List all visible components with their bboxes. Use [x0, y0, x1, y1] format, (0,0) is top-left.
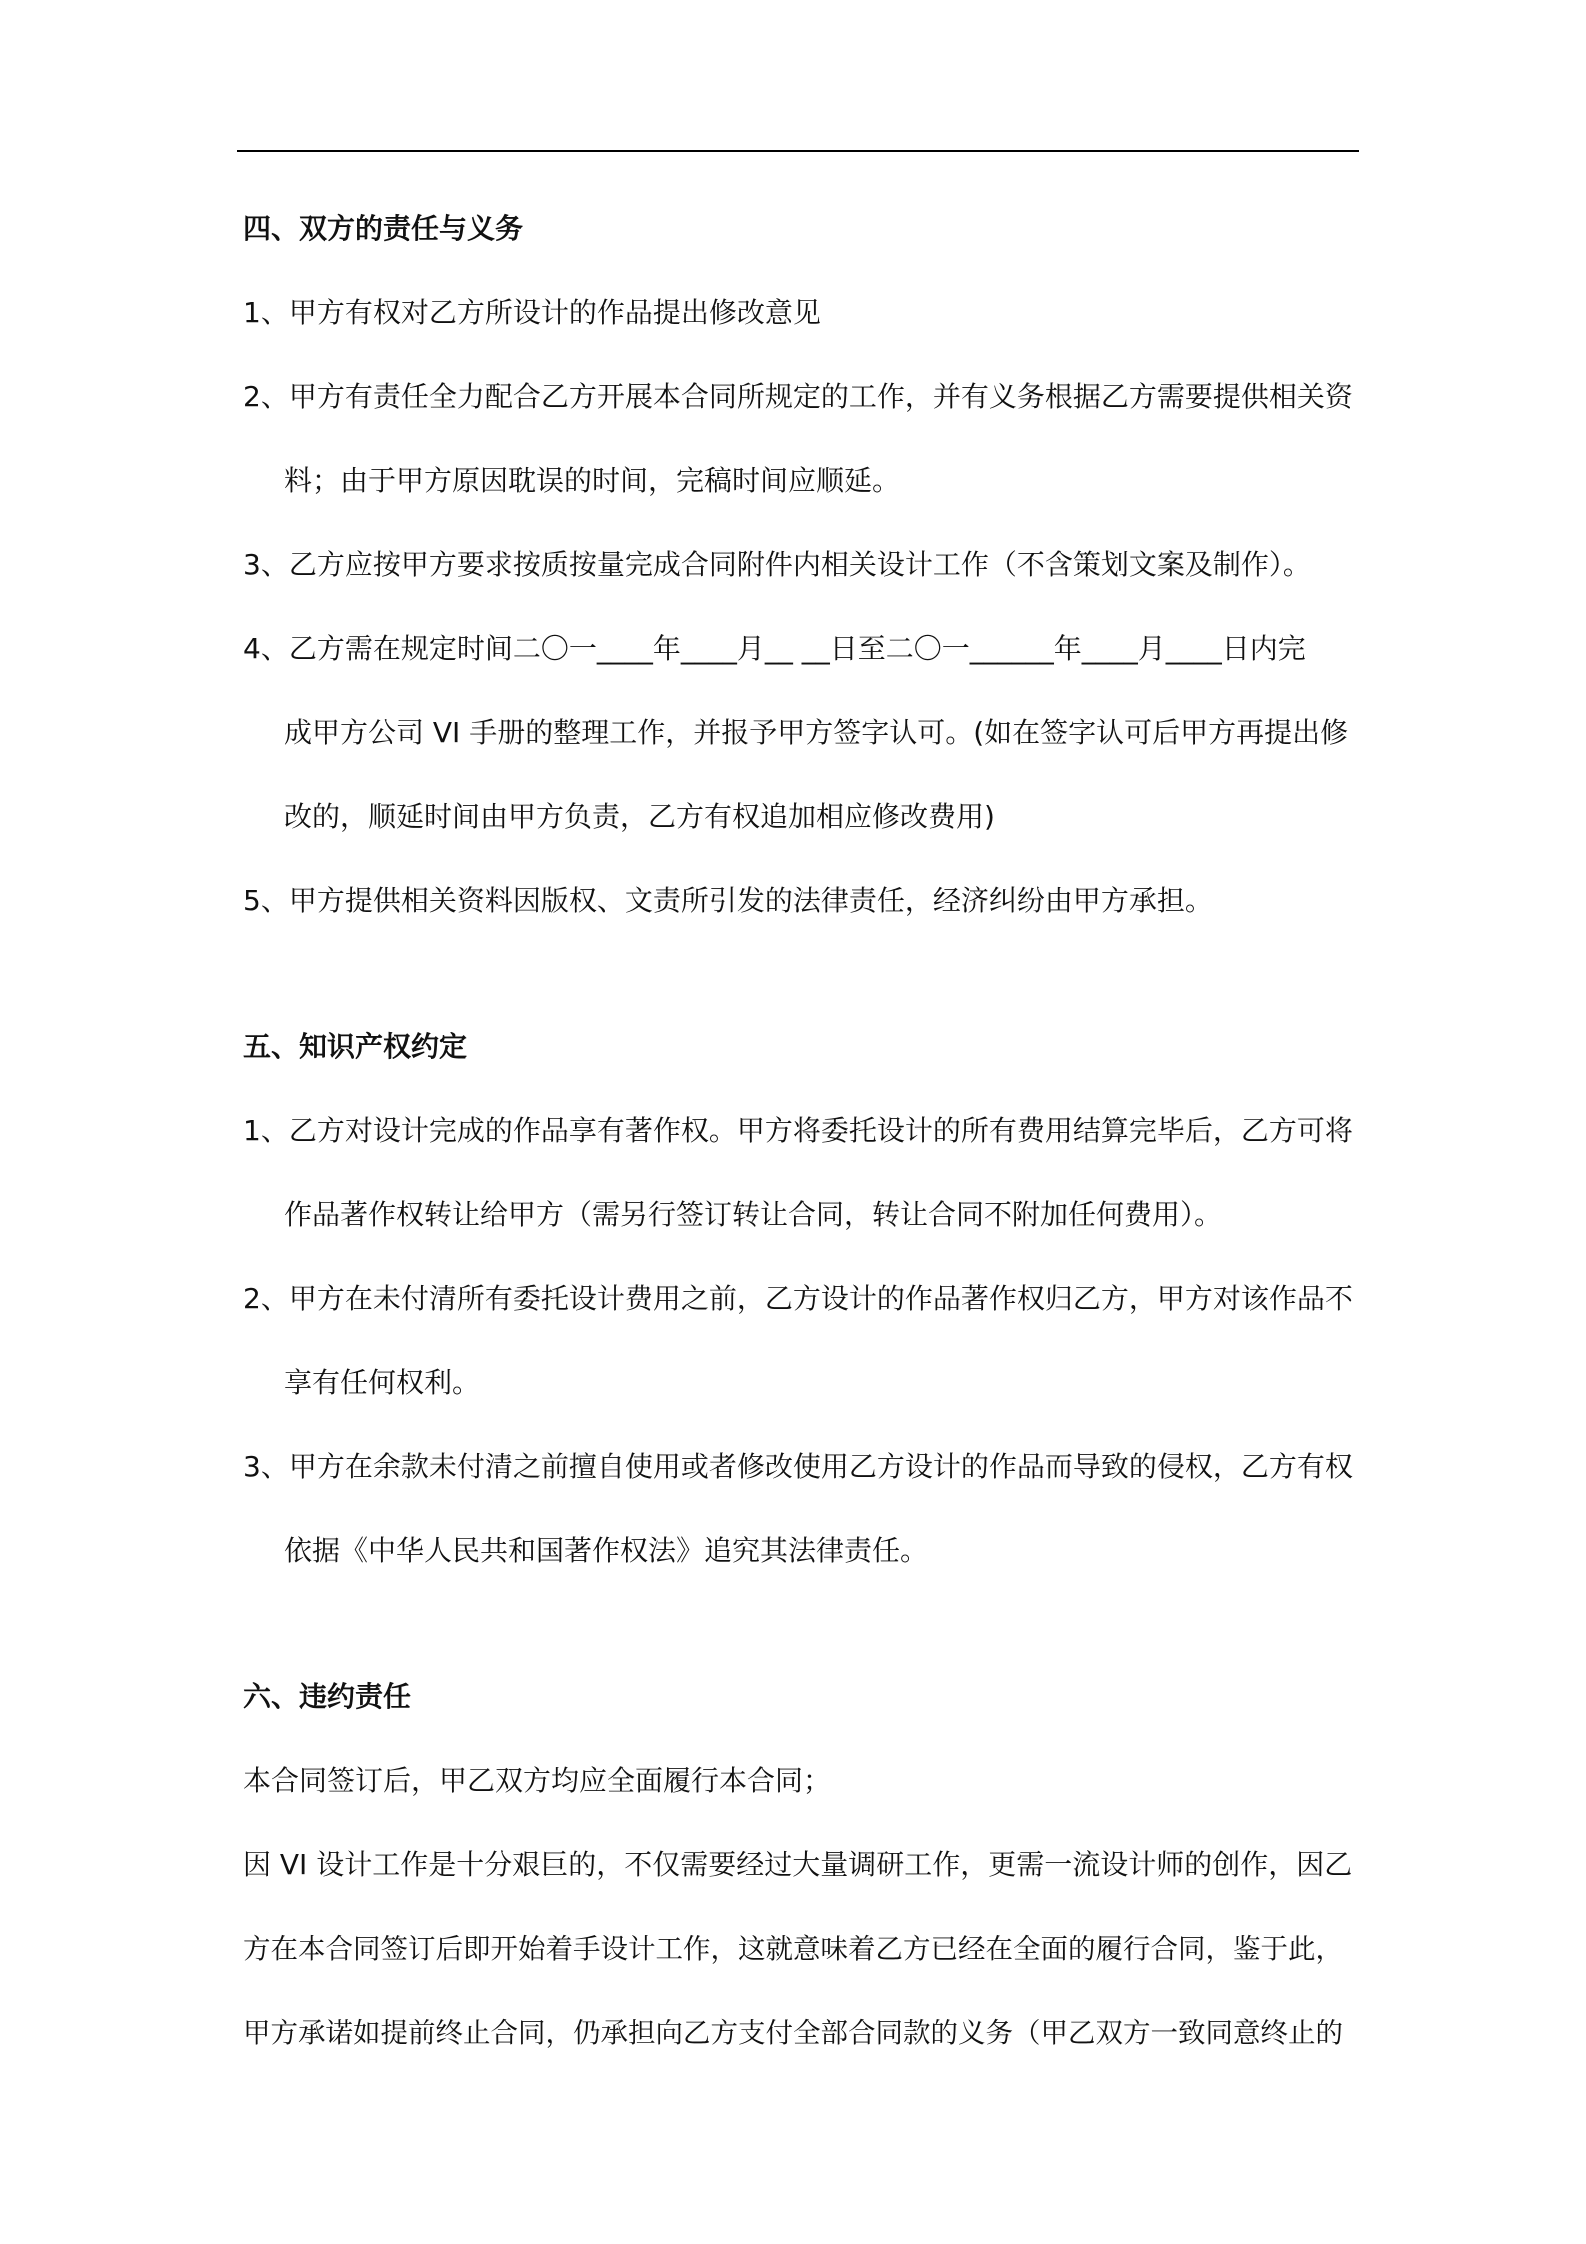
s4-item-2-line-1: 2、甲方有责任全力配合乙方开展本合同所规定的工作，并有义务根据乙方需要提供相关资 [243, 380, 1353, 413]
section-heading-ip: 五、知识产权约定 [243, 1030, 468, 1063]
s6-paragraph-1: 本合同签订后，甲乙双方均应全面履行本合同； [243, 1764, 832, 1797]
s4-item-2-line-2: 料；由于甲方原因耽误的时间，完稿时间应顺延。 [284, 464, 901, 497]
s6-paragraph-2-line-1: 因 VI 设计工作是十分艰巨的，不仅需要经过大量调研工作，更需一流设计师的创作，因乙 [243, 1848, 1353, 1881]
s4-item-5: 5、甲方提供相关资料因版权、文责所引发的法律责任，经济纠纷由甲方承担。 [243, 884, 1213, 917]
s5-item-3-line-1: 3、甲方在余款未付清之前擅自使用或者修改使用乙方设计的作品而导致的侵权，乙方有权 [243, 1450, 1353, 1483]
s4-item-4-line-3: 改的，顺延时间由甲方负责，乙方有权追加相应修改费用) [284, 800, 995, 833]
header-rule [237, 150, 1359, 152]
section-heading-responsibilities: 四、双方的责任与义务 [243, 212, 524, 245]
s5-item-2-line-2: 享有任何权利。 [284, 1366, 481, 1399]
s5-item-1-line-2: 作品著作权转让给甲方（需另行签订转让合同，转让合同不附加任何费用）。 [284, 1198, 1223, 1231]
s4-item-3: 3、乙方应按甲方要求按质按量完成合同附件内相关设计工作（不含策划文案及制作）。 [243, 548, 1311, 581]
s5-item-3-line-2: 依据《中华人民共和国著作权法》追究其法律责任。 [284, 1534, 929, 1567]
s5-item-2-line-1: 2、甲方在未付清所有委托设计费用之前，乙方设计的作品著作权归乙方，甲方对该作品不 [243, 1282, 1353, 1315]
s5-item-1-line-1: 1、乙方对设计完成的作品享有著作权。甲方将委托设计的所有费用结算完毕后，乙方可将 [243, 1114, 1353, 1147]
s6-paragraph-2-line-3: 甲方承诺如提前终止合同，仍承担向乙方支付全部合同款的义务（甲乙双方一致同意终止的 [243, 2017, 1343, 2049]
s6-paragraph-2-line-2: 方在本合同签订后即开始着手设计工作，这就意味着乙方已经在全面的履行合同，鉴于此， [243, 1933, 1343, 1965]
s4-item-4-line-1: 4、乙方需在规定时间二〇一____年____月__ __日至二〇一______年____月____日内完 [243, 632, 1306, 665]
section-heading-breach: 六、违约责任 [243, 1680, 412, 1713]
s4-item-1: 1、甲方有权对乙方所设计的作品提出修改意见 [243, 296, 821, 329]
s4-item-4-line-2: 成甲方公司 VI 手册的整理工作，并报予甲方签字认可。(如在签字认可后甲方再提出修 [284, 716, 1349, 749]
